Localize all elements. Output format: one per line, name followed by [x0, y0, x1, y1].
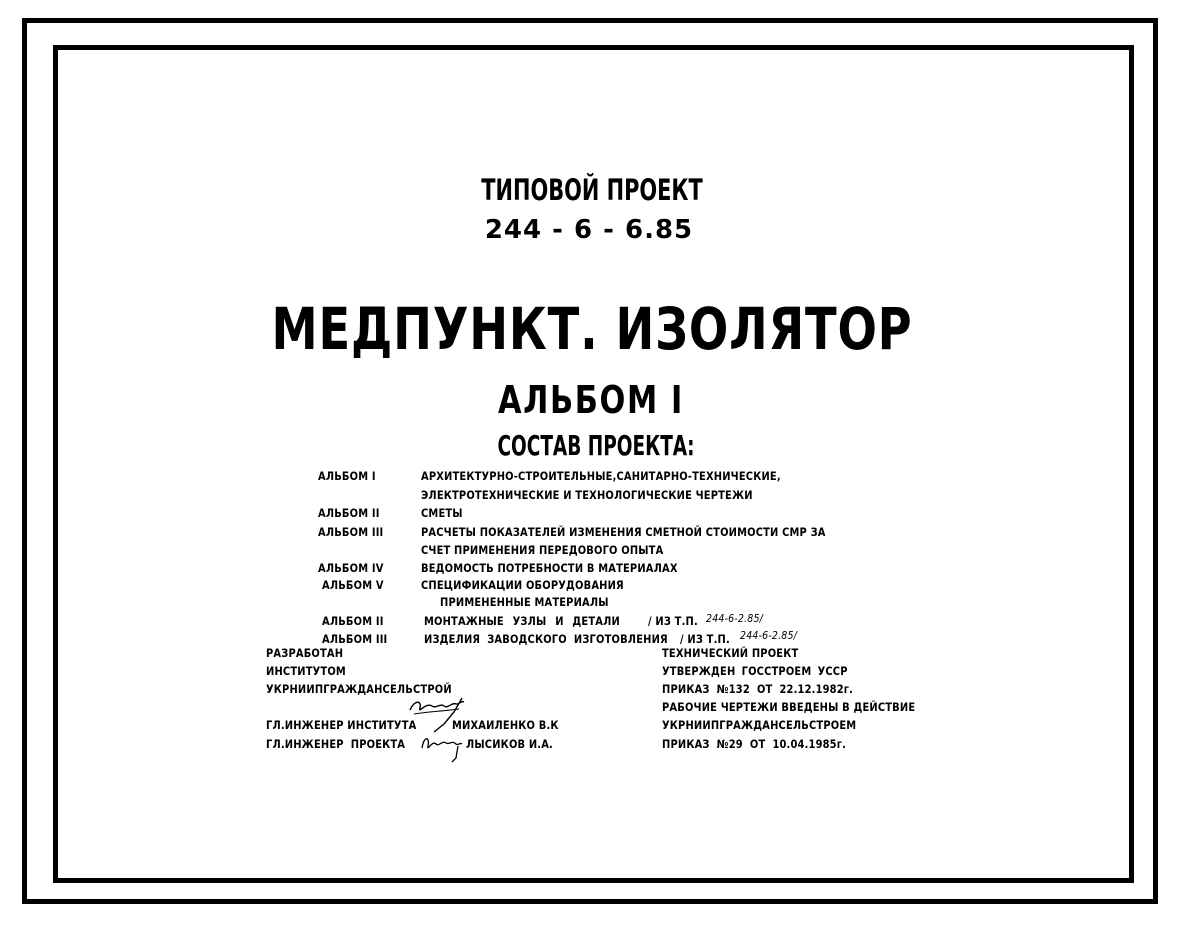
- developer-line2: ИНСТИТУТОМ: [266, 664, 346, 678]
- document-title: МЕДПУНКТ. ИЗОЛЯТОР: [271, 295, 913, 363]
- chief-engineer-project-label: ГЛ.ИНЖЕНЕР ПРОЕКТА: [266, 737, 406, 751]
- chief-engineer-project-name: ЛЫСИКОВ И.А.: [466, 737, 553, 751]
- album-7-ref-prefix: / ИЗ Т.П.: [680, 632, 730, 646]
- inner-frame-border: [53, 45, 1134, 883]
- album-6-ref-handwritten: 244-6-2.85/: [706, 612, 764, 625]
- album-1-desc-line1: АРХИТЕКТУРНО-СТРОИТЕЛЬНЫЕ,САНИТАРНО-ТЕХНИЧЕСКИЕ,: [421, 469, 781, 483]
- composition-heading: СОСТАВ ПРОЕКТА:: [497, 429, 695, 462]
- approval-line5: УКРНИИПГРАЖДАНСЕЛЬСТРОЕМ: [662, 718, 857, 732]
- approval-line1: ТЕХНИЧЕСКИЙ ПРОЕКТ: [662, 646, 799, 660]
- album-7-desc: ИЗДЕЛИЯ ЗАВОДСКОГО ИЗГОТОВЛЕНИЯ: [424, 632, 668, 646]
- chief-engineer-institute-label: ГЛ.ИНЖЕНЕР ИНСТИТУТА: [266, 718, 417, 732]
- album-2-desc: СМЕТЫ: [421, 506, 463, 520]
- album-5-desc-line1: СПЕЦИФИКАЦИИ ОБОРУДОВАНИЯ: [421, 578, 624, 592]
- album-1-label: АЛЬБОМ I: [318, 469, 376, 483]
- album-3-desc-line2: СЧЕТ ПРИМЕНЕНИЯ ПЕРЕДОВОГО ОПЫТА: [421, 543, 664, 557]
- album-4-label: АЛЬБОМ IV: [318, 561, 384, 575]
- album-2-label: АЛЬБОМ II: [318, 506, 380, 520]
- album-5-label: АЛЬБОМ V: [322, 578, 384, 592]
- album-1-desc-line2: ЭЛЕКТРОТЕХНИЧЕСКИЕ И ТЕХНОЛОГИЧЕСКИЕ ЧЕРТЕЖИ: [421, 488, 753, 502]
- album-6-label: АЛЬБОМ II: [322, 614, 384, 628]
- album-3-label: АЛЬБОМ III: [318, 525, 384, 539]
- album-heading: АЛЬБОМ I: [498, 378, 684, 422]
- album-3-desc-line1: РАСЧЕТЫ ПОКАЗАТЕЛЕЙ ИЗМЕНЕНИЯ СМЕТНОЙ СТОИМОСТИ СМР ЗА: [421, 525, 826, 539]
- album-6-ref-prefix: / ИЗ Т.П.: [648, 614, 698, 628]
- project-type-heading: ТИПОВОЙ ПРОЕКТ: [481, 173, 703, 207]
- album-5-desc-line2: ПРИМЕНЕННЫЕ МАТЕРИАЛЫ: [440, 595, 609, 609]
- approval-line3: ПРИКАЗ №132 ОТ 22.12.1982г.: [662, 682, 854, 696]
- developer-line1: РАЗРАБОТАН: [266, 646, 344, 660]
- project-number: 244 - 6 - 6.85: [484, 215, 694, 245]
- approval-line4: РАБОЧИЕ ЧЕРТЕЖИ ВВЕДЕНЫ В ДЕЙСТВИЕ: [662, 700, 916, 714]
- chief-engineer-institute-name: МИХАИЛЕНКО В.К: [452, 718, 559, 732]
- signature-project-icon: [418, 728, 468, 764]
- album-6-desc: МОНТАЖНЫЕ УЗЛЫ И ДЕТАЛИ: [424, 614, 620, 628]
- album-7-label: АЛЬБОМ III: [322, 632, 388, 646]
- approval-line6: ПРИКАЗ №29 ОТ 10.04.1985г.: [662, 737, 846, 751]
- album-4-desc: ВЕДОМОСТЬ ПОТРЕБНОСТИ В МАТЕРИАЛАХ: [421, 561, 678, 575]
- album-7-ref-handwritten: 244-6-2.85/: [740, 629, 798, 642]
- developer-line3: УКРНИИПГРАЖДАНСЕЛЬСТРОЙ: [266, 682, 452, 696]
- approval-line2: УТВЕРЖДЕН ГОССТРОЕМ УССР: [662, 664, 848, 678]
